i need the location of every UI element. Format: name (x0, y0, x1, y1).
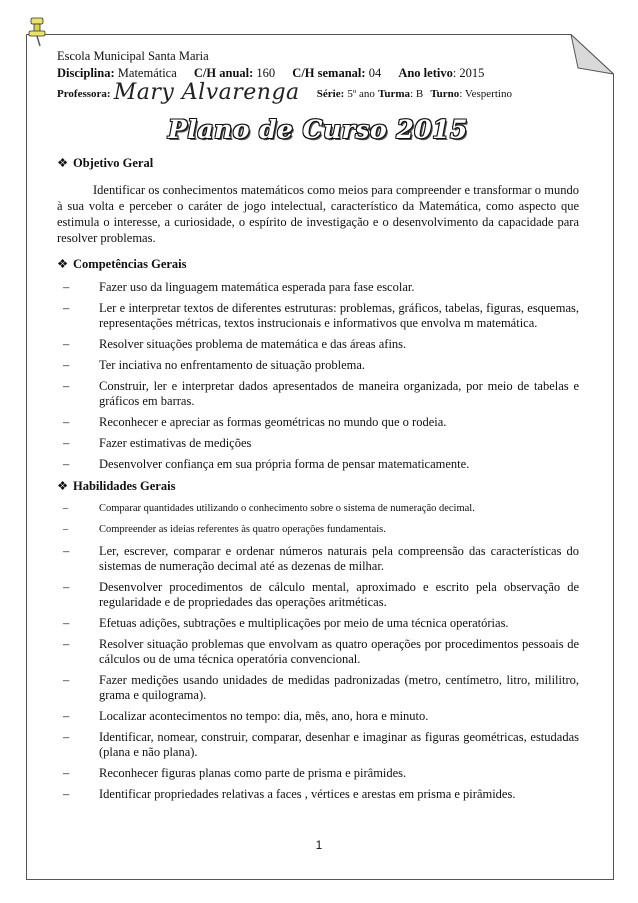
list-item: – Ter inciativa no enfrentamento de situação problema. (63, 358, 366, 372)
pushpin-icon (27, 17, 49, 47)
serie-label: Série: (316, 88, 345, 100)
list-item: – Reconhecer figuras planas como parte de prisma e pirâmides. (63, 766, 407, 780)
list-item: – Construir, ler e interpretar dados apresentados de maneira organizada, por meio de tabelas e gráficos em barras. (63, 379, 579, 408)
page-number: 1 (315, 838, 323, 852)
list-item: – Resolver situações problema de matemática e das áreas afins. (63, 337, 407, 351)
list-item: – Compreender as ideias referentes às quatro operações fundamentais. (63, 524, 386, 535)
teacher-info-line (57, 80, 579, 105)
list-item: – Resolver situação problemas que envolvam as quatro operações por procedimentos pessoais de cálculos ou de uma técnica operatória convencional. (63, 637, 579, 666)
list-item: – Ler e interpretar textos de diferentes estruturas: problemas, gráficos, tabelas, figuras, esquemas, representações métricas, textos instrucionais e informativos que envolva m matemática. (63, 301, 579, 330)
section-heading-habilidades: ❖ Habilidades Gerais (57, 479, 176, 493)
section-heading-objetivo: ❖ Objetivo Geral (57, 156, 154, 170)
serie-value: 5º ano (347, 88, 375, 100)
ch-anual-label: C/H anual: (193, 66, 254, 80)
section-heading-competencias: ❖ Competências Gerais (57, 257, 187, 271)
turma-value: : B (410, 88, 424, 100)
list-item: – Desenvolver confiança em sua própria forma de pensar matematicamente. (63, 457, 470, 471)
professora-label: Professora: (57, 88, 111, 100)
list-item: – Comparar quantidades utilizando o conhecimento sobre o sistema de numeração decimal. (63, 503, 475, 514)
disciplina-label: Disciplina: (57, 66, 115, 80)
title-block (57, 115, 579, 147)
objetivo-paragraph: Identificar os conhecimentos matemáticos como meios para compreender e transformar o mundo à sua volta e perceber o caráter de jogo intelectual, característico da Matemática, como aspecto que estimula o interesse, a curiosidade, o espírito de investigação e o desenvolvimento da capacidade para resolver problemas. (57, 183, 579, 245)
list-item: – Desenvolver procedimentos de cálculo mental, aproximado e escrito pela observação de regularidade e de propriedades das operações aritméticas. (63, 580, 579, 609)
list-item: – Identificar, nomear, construir, comparar, desenhar e imaginar as figuras geométricas, estudadas (plana e não plana). (63, 730, 579, 759)
list-item: – Efetuas adições, subtrações e multiplicações por meio de uma técnica operatórias. (63, 616, 509, 630)
diamond-bullet-icon: ❖ (57, 156, 69, 170)
habilidades-list (57, 502, 579, 802)
diamond-bullet-icon: ❖ (57, 479, 69, 493)
disciplina-value: Matemática (117, 66, 177, 80)
list-item: – Fazer estimativas de medições (63, 436, 252, 450)
turno-label: Turno (430, 88, 460, 100)
ch-semanal-label: C/H semanal: (292, 66, 366, 80)
diamond-bullet-icon: ❖ (57, 257, 69, 271)
list-item: – Fazer uso da linguagem matemática esperada para fase escolar. (63, 280, 415, 294)
turma-label: Turma (378, 88, 411, 100)
ano-value: : 2015 (452, 66, 485, 80)
list-item: – Localizar acontecimentos no tempo: dia, mês, ano, hora e minuto. (63, 709, 429, 723)
ch-anual-value: 160 (256, 66, 276, 80)
list-item: – Reconhecer e apreciar as formas geométricas no mundo que o rodeia. (63, 415, 447, 429)
ch-semanal-value: 04 (368, 66, 382, 80)
list-item: – Ler, escrever, comparar e ordenar números naturais pela compreensão das características do sistemas de numeração decimal até as dezenas de milhar. (63, 544, 579, 573)
competencias-list (57, 280, 579, 472)
teacher-signature: Mary Alvarenga (113, 80, 300, 105)
school-name: Escola Municipal Santa Maria (57, 49, 209, 63)
document-title: Plano de Curso 2015 (168, 115, 468, 144)
list-item: – Identificar propriedades relativas a faces , vértices e arestas em prisma e pirâmides. (63, 787, 516, 801)
ano-label: Ano letivo (398, 66, 453, 80)
document-body (57, 48, 579, 808)
turno-value: : Vespertino (459, 88, 512, 100)
list-item: – Fazer medições usando unidades de medidas padronizadas (metro, centímetro, litro, mililitro, grama e quilograma). (63, 673, 579, 702)
